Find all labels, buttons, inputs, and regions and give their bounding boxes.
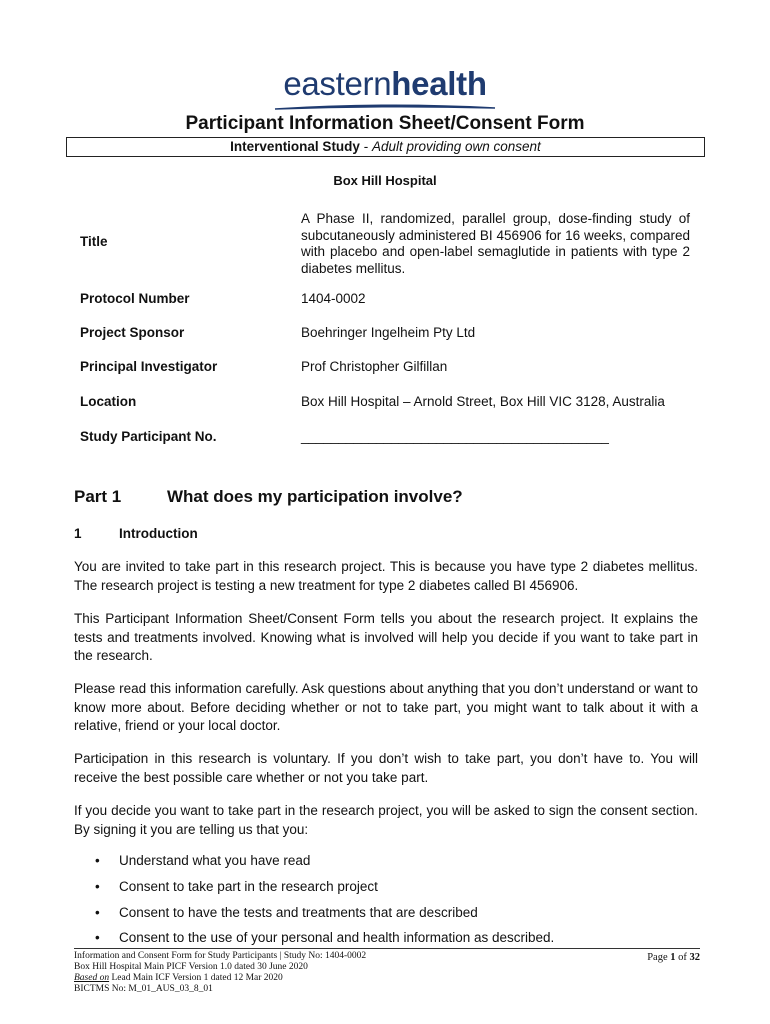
detail-label: Title xyxy=(80,234,108,249)
footer-version-line: Box Hill Hospital Main PICF Version 1.0 dated 30 June 2020 xyxy=(74,962,308,972)
detail-value: 1404-0002 xyxy=(301,291,366,306)
logo-text-bold: health xyxy=(391,65,487,102)
page-current: 1 xyxy=(670,952,676,963)
logo-swoosh-icon xyxy=(270,102,500,112)
footer-based-on-line xyxy=(74,973,700,984)
bullet-icon: • xyxy=(95,930,100,945)
detail-label: Project Sponsor xyxy=(80,325,185,340)
paragraph: Please read this information carefully. Ask questions about anything that you don’t understand or want to know more about. Before deciding whether or not to take part, you might want to talk about it with a relative, friend or your local doctor. xyxy=(74,681,698,733)
page-number xyxy=(647,952,700,963)
detail-value: Boehringer Ingelheim Pty Ltd xyxy=(301,325,476,340)
bullet-icon: • xyxy=(95,905,100,920)
study-type: Interventional Study xyxy=(230,139,360,154)
consent-type: Adult providing own consent xyxy=(371,139,541,154)
list-item-text: Understand what you have read xyxy=(119,853,311,868)
bullet-icon: • xyxy=(95,879,100,894)
paragraph: If you decide you want to take part in the research project, you will be asked to sign the consent section. By signing it you are telling us that you: xyxy=(74,803,698,837)
detail-label: Location xyxy=(80,394,137,409)
document-title: Participant Information Sheet/Consent Form xyxy=(185,113,585,134)
detail-label: Protocol Number xyxy=(80,291,190,306)
detail-value: Prof Christopher Gilfillan xyxy=(301,359,448,374)
part-number: Part 1 xyxy=(74,487,122,506)
section-title: Introduction xyxy=(119,526,198,541)
list-item-text: Consent to the use of your personal and health information as described. xyxy=(119,930,555,945)
footer-based-on-text: Lead Main ICF Version 1 dated 12 Mar 2020 xyxy=(109,973,283,983)
paragraph: Participation in this research is voluntary. If you don’t wish to take part, you don’t have to. You will receive the best possible care whether or not you take part. xyxy=(74,751,698,785)
page-total: 32 xyxy=(689,952,700,963)
part-title: What does my participation involve? xyxy=(167,487,463,506)
participant-number-blank: _________________________________________ xyxy=(301,429,609,444)
footer-divider xyxy=(74,948,700,949)
logo-text-light: eastern xyxy=(283,65,392,102)
list-item-text: Consent to take part in the research project xyxy=(119,879,378,894)
footer-bictms-line: BICTMS No: M_01_AUS_03_8_01 xyxy=(74,984,213,994)
site-name: Box Hill Hospital xyxy=(333,173,437,188)
eastern-health-logo xyxy=(0,66,770,112)
footer-based-on-label: Based on xyxy=(74,973,110,983)
detail-value: A Phase II, randomized, parallel group, dose-finding study of subcutaneously administered BI 456906 for 16 weeks, compared with placebo and open-label semaglutide in patients with type 2 diabetes mellitus. xyxy=(301,211,690,276)
list-item-text: Consent to have the tests and treatments that are described xyxy=(119,905,478,920)
study-type-box xyxy=(66,137,705,157)
bullet-icon: • xyxy=(95,853,100,868)
page-footer xyxy=(74,951,700,995)
detail-label: Principal Investigator xyxy=(80,359,218,374)
footer-study-line: Information and Consent Form for Study Participants | Study No: 1404-0002 xyxy=(74,951,367,961)
section-number: 1 xyxy=(74,526,82,541)
detail-label: Study Participant No. xyxy=(80,429,217,444)
page-prefix: Page xyxy=(647,952,671,963)
detail-value: Box Hill Hospital – Arnold Street, Box Hill VIC 3128, Australia xyxy=(301,394,665,409)
study-type-separator: - xyxy=(359,139,372,154)
logo-wordmark xyxy=(0,66,770,102)
paragraph: This Participant Information Sheet/Consent Form tells you about the research project. It explains the tests and treatments involved. Knowing what is involved will help you decide if you want to take part in the research. xyxy=(74,611,698,663)
page-of: of xyxy=(675,952,690,963)
paragraph: You are invited to take part in this research project. This is because you have type 2 diabetes mellitus. The research project is testing a new treatment for type 2 diabetes called BI 456906. xyxy=(74,559,698,593)
